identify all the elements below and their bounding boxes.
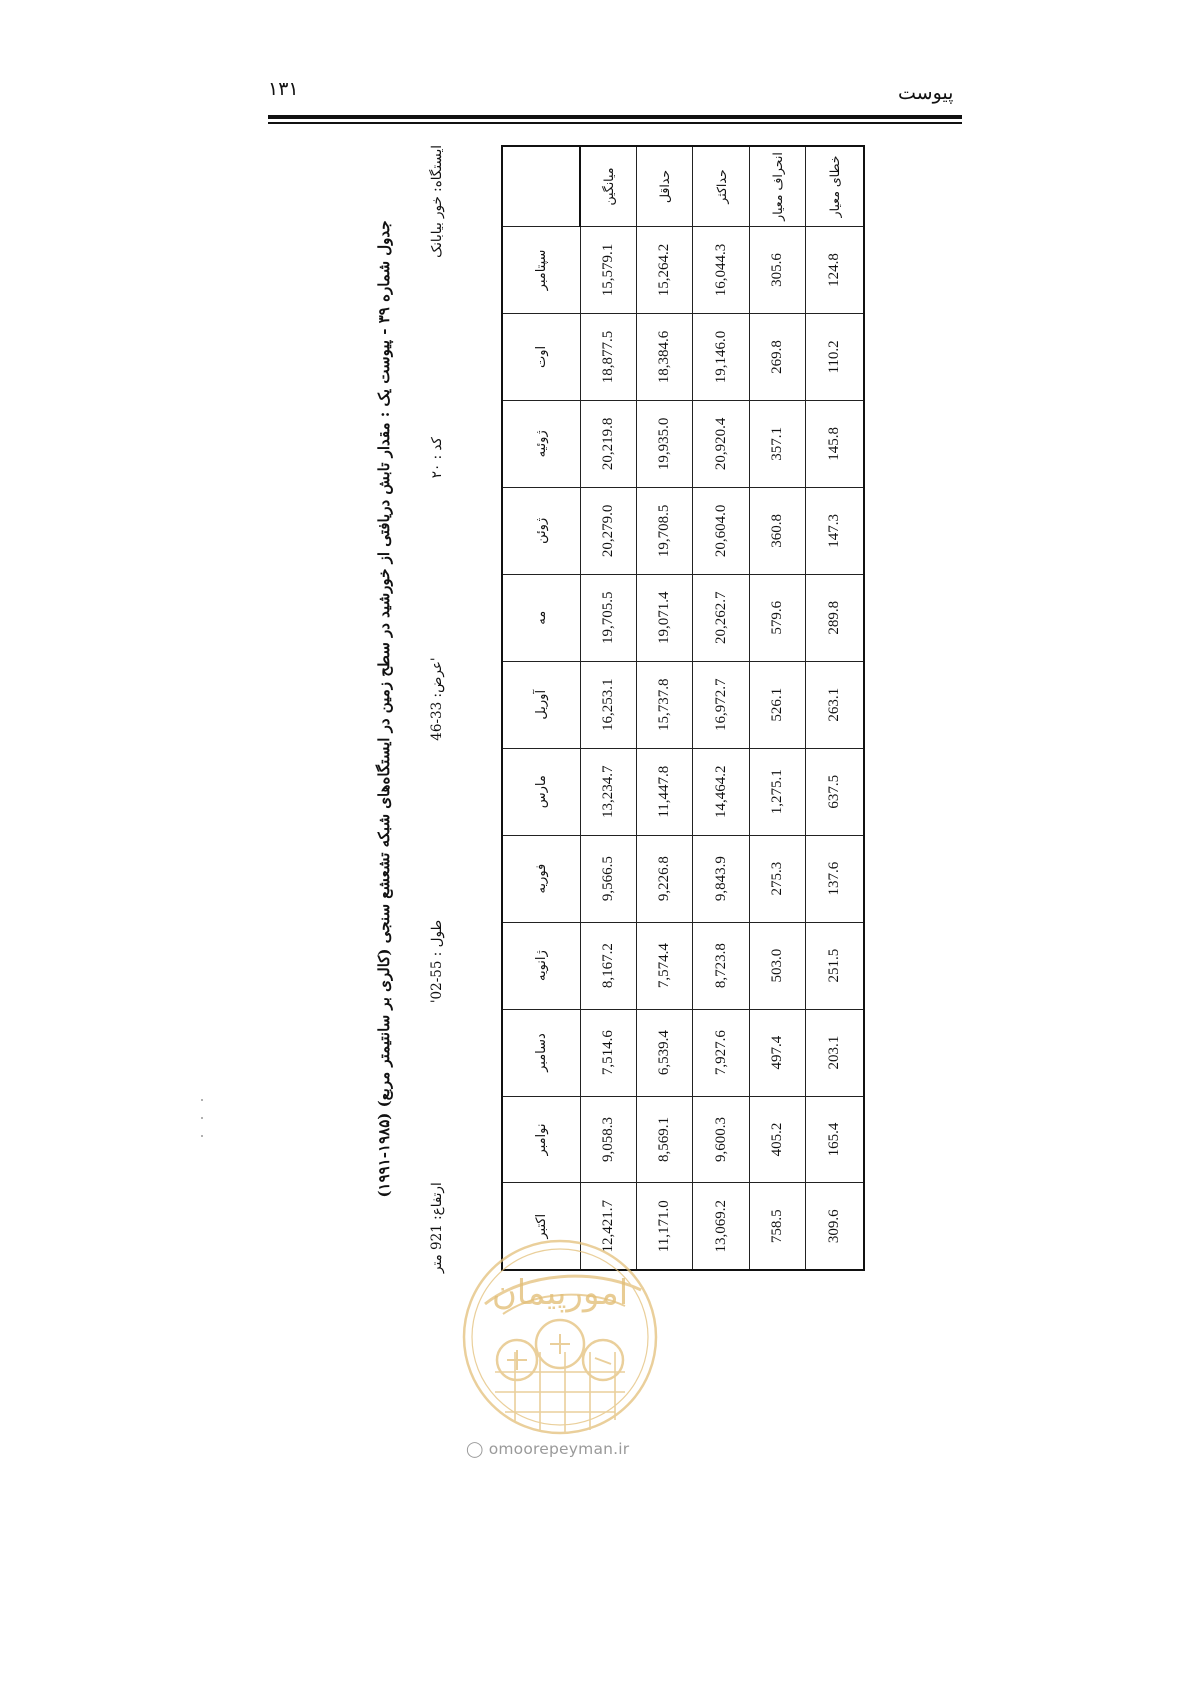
station-latitude: عرض: 33-46' bbox=[429, 657, 445, 741]
header-rule-thick bbox=[268, 115, 962, 119]
table-cell: 18,877.5 bbox=[580, 313, 636, 400]
table-cell: 16,253.1 bbox=[580, 661, 636, 748]
table-cell: 309.6 bbox=[806, 1183, 864, 1270]
column-header: آوریل bbox=[502, 661, 580, 748]
table-row bbox=[580, 146, 636, 1270]
table-cell: 20,604.0 bbox=[693, 487, 749, 574]
table-cell: 305.6 bbox=[749, 227, 805, 314]
station-name: ایستگاه: خور بیابانک bbox=[429, 145, 445, 258]
radiation-table bbox=[501, 145, 865, 1271]
table-cell: 526.1 bbox=[749, 661, 805, 748]
table-cell: 124.8 bbox=[806, 227, 864, 314]
table-cell: 289.8 bbox=[806, 574, 864, 661]
column-header: ژانویه bbox=[502, 922, 580, 1009]
table-cell: 503.0 bbox=[749, 922, 805, 1009]
section-title: پیوست bbox=[898, 82, 954, 104]
table-cell: 13,234.7 bbox=[580, 748, 636, 835]
row-header: میانگین bbox=[580, 146, 636, 227]
row-header: انحراف معیار bbox=[749, 146, 805, 227]
table-row bbox=[749, 146, 805, 1270]
table-cell: 19,935.0 bbox=[636, 400, 692, 487]
table-cell: 6,539.4 bbox=[636, 1009, 692, 1096]
table-cell: 9,226.8 bbox=[636, 835, 692, 922]
table-cell: 360.8 bbox=[749, 487, 805, 574]
watermark-seal-text: امورپیمان bbox=[491, 1273, 629, 1313]
station-info bbox=[429, 145, 455, 1273]
table-cell: 147.3 bbox=[806, 487, 864, 574]
table-cell: 11,447.8 bbox=[636, 748, 692, 835]
table-cell: 9,566.5 bbox=[580, 835, 636, 922]
table-cell: 263.1 bbox=[806, 661, 864, 748]
column-header: مارس bbox=[502, 748, 580, 835]
table-cell: 19,146.0 bbox=[693, 313, 749, 400]
table-cell: 11,171.0 bbox=[636, 1183, 692, 1270]
table-cell: 20,262.7 bbox=[693, 574, 749, 661]
table-cell: 251.5 bbox=[806, 922, 864, 1009]
column-header: دسامبر bbox=[502, 1009, 580, 1096]
table-cell: 110.2 bbox=[806, 313, 864, 400]
table-cell: 165.4 bbox=[806, 1096, 864, 1183]
table-cell: 357.1 bbox=[749, 400, 805, 487]
table-cell: 9,843.9 bbox=[693, 835, 749, 922]
table-cell: 1,275.1 bbox=[749, 748, 805, 835]
table-header-row bbox=[502, 146, 580, 1270]
station-elevation: ارتفاع: 921 متر bbox=[429, 1182, 445, 1273]
table-cell: 145.8 bbox=[806, 400, 864, 487]
table-cell: 758.5 bbox=[749, 1183, 805, 1270]
table-cell: 269.8 bbox=[749, 313, 805, 400]
column-header: فوریه bbox=[502, 835, 580, 922]
station-longitude: طول : 55-02' bbox=[429, 919, 445, 1004]
table-cell: 637.5 bbox=[806, 748, 864, 835]
table-cell: 16,044.3 bbox=[693, 227, 749, 314]
table-cell: 579.6 bbox=[749, 574, 805, 661]
table-cell: 16,972.7 bbox=[693, 661, 749, 748]
rotated-table-block bbox=[375, 145, 867, 1273]
station-code: کد : ۲۰ bbox=[429, 437, 445, 479]
table-row bbox=[693, 146, 749, 1270]
table-cell: 19,708.5 bbox=[636, 487, 692, 574]
table-cell: 19,705.5 bbox=[580, 574, 636, 661]
table-cell: 7,927.6 bbox=[693, 1009, 749, 1096]
row-header: حداکثر bbox=[693, 146, 749, 227]
table-corner-cell bbox=[502, 146, 580, 227]
column-header: سپتامبر bbox=[502, 227, 580, 314]
column-header: نوامبر bbox=[502, 1096, 580, 1183]
table-cell: 497.4 bbox=[749, 1009, 805, 1096]
column-header: ژوئن bbox=[502, 487, 580, 574]
table-cell: 15,579.1 bbox=[580, 227, 636, 314]
table-cell: 15,737.8 bbox=[636, 661, 692, 748]
table-cell: 9,600.3 bbox=[693, 1096, 749, 1183]
table-cell: 19,071.4 bbox=[636, 574, 692, 661]
row-header: خطای معیار bbox=[806, 146, 864, 227]
table-cell: 7,514.6 bbox=[580, 1009, 636, 1096]
table-cell: 20,219.8 bbox=[580, 400, 636, 487]
watermark-seal-icon bbox=[455, 1232, 665, 1442]
column-header: مه bbox=[502, 574, 580, 661]
table-title: جدول شماره ۳۹ - پیوست یک : مقدار تابش دریافتی از خورشید در سطح زمین در ایستگاه‌های شبکه تشعشع سنجی (کالری بر سانتیمتر مربع) (۱۹۸۵-۱۹۹۱) bbox=[375, 220, 393, 1198]
table-cell: 137.6 bbox=[806, 835, 864, 922]
table-cell: 7,574.4 bbox=[636, 922, 692, 1009]
table-cell: 405.2 bbox=[749, 1096, 805, 1183]
column-header: ژوئیه bbox=[502, 400, 580, 487]
table-row bbox=[636, 146, 692, 1270]
table-cell: 15,264.2 bbox=[636, 227, 692, 314]
table-cell: 20,920.4 bbox=[693, 400, 749, 487]
row-header: حداقل bbox=[636, 146, 692, 227]
table-cell: 13,069.2 bbox=[693, 1183, 749, 1270]
watermark-site-text: omoorepeyman.ir bbox=[488, 1440, 630, 1458]
column-header: اوت bbox=[502, 313, 580, 400]
table-row bbox=[806, 146, 864, 1270]
table-cell: 20,279.0 bbox=[580, 487, 636, 574]
column-header: اکتبر bbox=[502, 1183, 580, 1270]
table-cell: 14,464.2 bbox=[693, 748, 749, 835]
table-cell: 8,723.8 bbox=[693, 922, 749, 1009]
table-cell: 8,569.1 bbox=[636, 1096, 692, 1183]
header-rule-thin bbox=[268, 122, 962, 124]
table-cell: 9,058.3 bbox=[580, 1096, 636, 1183]
scan-dots bbox=[200, 1096, 204, 1140]
table-cell: 18,384.6 bbox=[636, 313, 692, 400]
table-cell: 8,167.2 bbox=[580, 922, 636, 1009]
table-cell: 275.3 bbox=[749, 835, 805, 922]
table-cell: 12,421.7 bbox=[580, 1183, 636, 1270]
table-cell: 203.1 bbox=[806, 1009, 864, 1096]
watermark-site: ◯ omoorepeyman.ir bbox=[466, 1440, 630, 1458]
page-number: ۱۳۱ bbox=[268, 78, 299, 100]
